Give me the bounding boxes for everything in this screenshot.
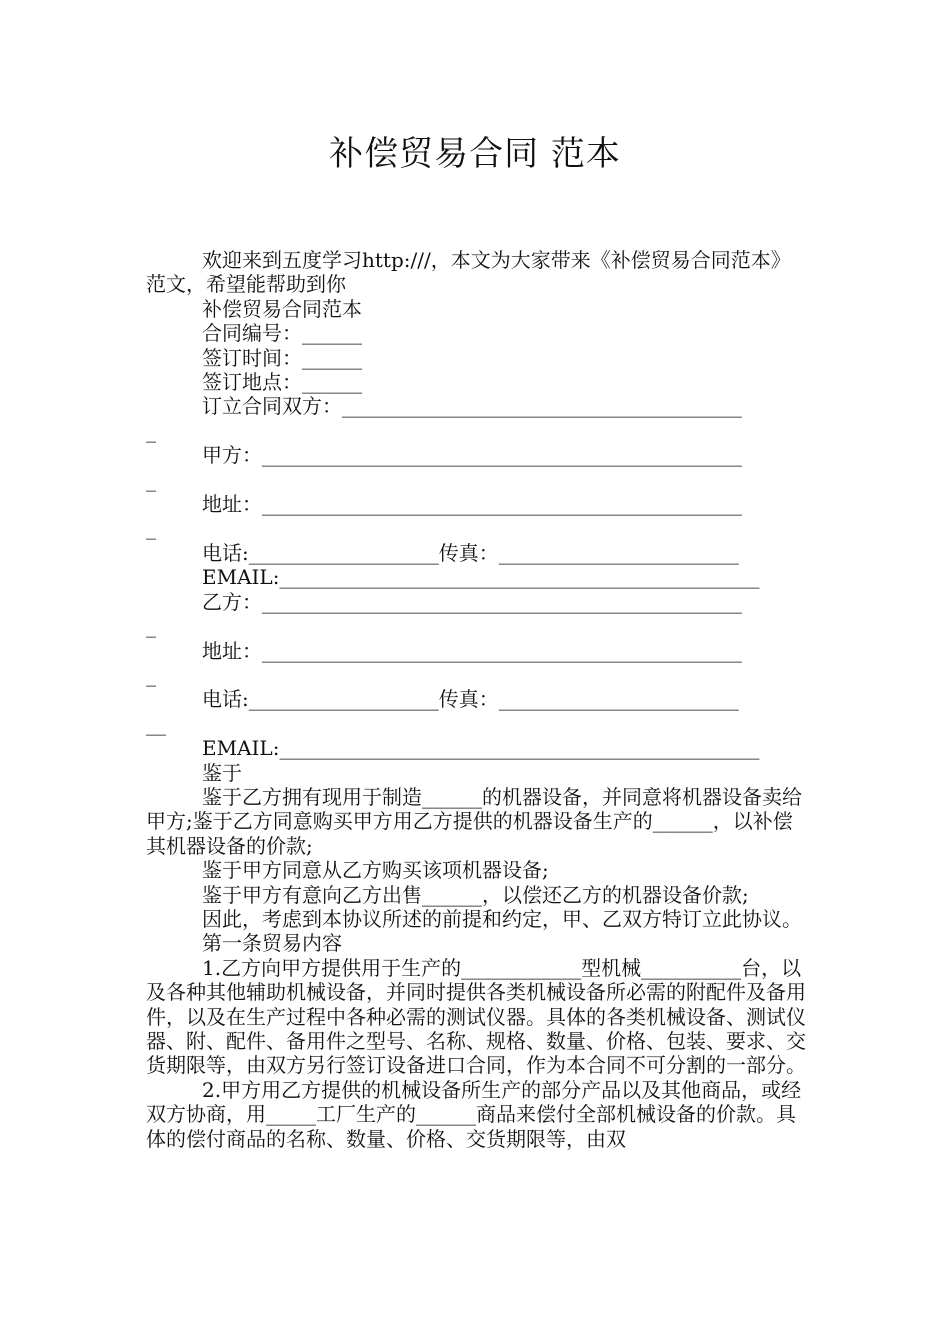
- article-1-clause-1: 1.乙方向甲方提供用于生产的____________型机械__________台，以及各种其他辅助机械设备，并同时提供各类机械设备所必需的附配件及备用件，以及在生产过程中各种必需的测试仪器。具体的各类机械设备、测试仪器、附、配件、备用件之型号、名称、规格、数量、价格、包装、要求、交货期限等，由双方另行签订设备进口合同，作为本合同不可分割的一部分。: [146, 955, 806, 1078]
- line-sign-place: 签订地点：______: [202, 370, 362, 395]
- whereas-paragraph-2: 鉴于甲方同意从乙方购买该项机器设备;: [202, 858, 549, 883]
- line-sign-time: 签订时间：______: [202, 345, 362, 370]
- whereas-paragraph-3: 鉴于甲方有意向乙方出售______，以偿还乙方的机器设备价款;: [202, 882, 749, 907]
- line-party-b-phone-fax: 电话:___________________传真：________________________: [202, 687, 739, 712]
- line-party-a-phone-fax: 电话:___________________传真：________________________: [202, 540, 739, 565]
- line-party-b-address: 地址：________________________________________________: [202, 638, 742, 663]
- line-wrap-dash: _: [146, 418, 156, 443]
- line-party-a: 甲方：________________________________________________: [202, 443, 742, 468]
- line-wrap-dash: __: [146, 711, 166, 736]
- line-wrap-dash: _: [146, 516, 156, 541]
- document-body: [146, 248, 810, 1151]
- line-whereas-heading: 鉴于: [202, 760, 242, 785]
- line-wrap-dash: _: [146, 467, 156, 492]
- line-wrap-dash: _: [146, 614, 156, 639]
- article-1-heading: 第一条贸易内容: [202, 931, 342, 956]
- therefore-paragraph: 因此，考虑到本协议所述的前提和约定，甲、乙双方特订立此协议。: [202, 906, 802, 931]
- line-party-b: 乙方：________________________________________________: [202, 589, 742, 614]
- line-party-a-address: 地址：________________________________________________: [202, 492, 742, 517]
- line-contract-number: 合同编号：______: [202, 321, 362, 346]
- article-1-clause-2: 2.甲方用乙方提供的机械设备所生产的部分产品以及其他商品，或经双方协商，用_____工厂生产的______商品来偿付全部机械设备的价款。具体的偿付商品的名称、数量、价格、交货期限等，由双: [146, 1077, 802, 1151]
- whereas-paragraph-1: 鉴于乙方拥有现用于制造______的机器设备，并同意将机器设备卖给甲方;鉴于乙方同意购买甲方用乙方提供的机器设备生产的______，以补偿其机器设备的价款;: [146, 784, 802, 858]
- line-wrap-dash: _: [146, 662, 156, 687]
- line-party-b-email: EMAIL:________________________________________________: [202, 736, 760, 761]
- line-parties: 订立合同双方：________________________________________: [202, 394, 742, 419]
- line-contract-title: 补偿贸易合同范本: [202, 296, 362, 321]
- line-party-a-email: EMAIL:________________________________________________: [202, 565, 760, 590]
- intro-paragraph: 欢迎来到五度学习http:///，本文为大家带来《补偿贸易合同范本》范文，希望能帮助到你: [146, 248, 791, 297]
- document-title: 补偿贸易合同 范本: [329, 134, 621, 174]
